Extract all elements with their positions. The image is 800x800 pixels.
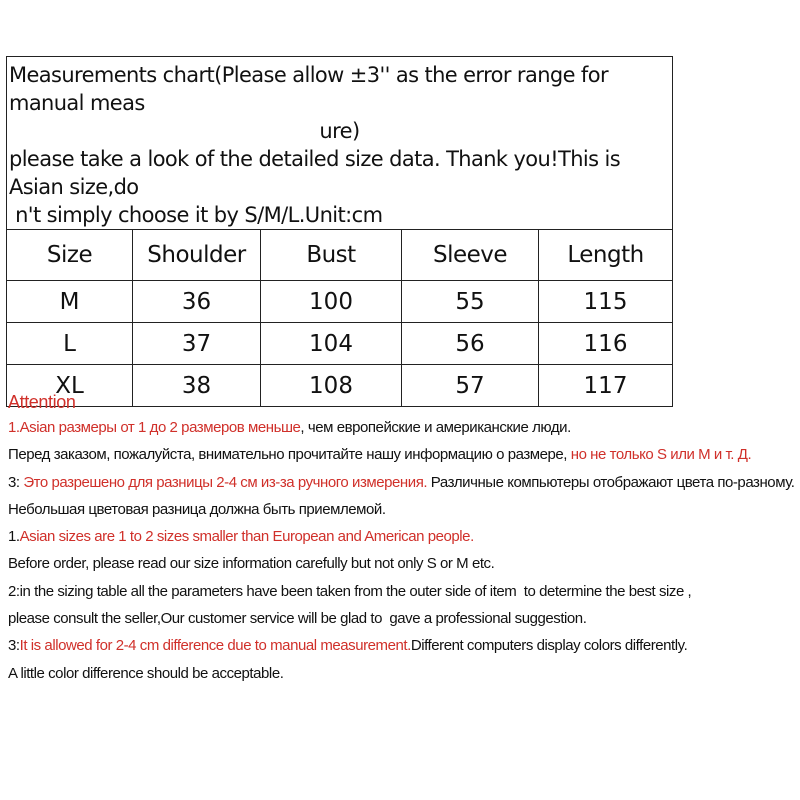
caption-line-3: please take a look of the detailed size data. Thank you!This is Asian size,do [9, 147, 621, 199]
length-cell: 115 [539, 281, 673, 323]
note-en-1-highlight: Asian sizes are 1 to 2 sizes smaller than European and American people. [19, 528, 474, 546]
shoulder-cell: 37 [133, 323, 261, 365]
sleeve-cell: 57 [402, 365, 539, 407]
note-en-4: please consult the seller,Our customer service will be glad to gave a professional suggestion. [8, 610, 587, 628]
length-cell: 116 [539, 323, 673, 365]
size-cell: L [7, 323, 133, 365]
bust-cell: 104 [261, 323, 402, 365]
caption-line-4: n't simply choose it by S/M/L.Unit:cm [9, 203, 383, 227]
attention-heading: Attention [8, 392, 76, 412]
column-header-size: Size [7, 230, 133, 281]
note-ru-2-highlight: но не только S или M и т. Д. [570, 446, 752, 464]
shoulder-cell: 36 [133, 281, 261, 323]
note-ru-1 [8, 414, 798, 441]
note-en-6: A little color difference should be acceptable. [8, 664, 284, 682]
note-ru-3-text: Различные компьютеры отображают цвета по-разному. [427, 473, 795, 491]
length-cell: 117 [539, 365, 673, 407]
table-header-row [7, 230, 673, 281]
note-ru-3-highlight: Это разрешено для разницы 2-4 см из-за ручного измерения. [23, 473, 428, 491]
sleeve-cell: 56 [402, 323, 539, 365]
column-header-length: Length [539, 230, 673, 281]
note-en-5-highlight: It is allowed for 2-4 cm difference due to manual measurement. [19, 637, 411, 655]
caption-line-2: ure) [319, 119, 360, 143]
note-en-1-prefix: 1. [8, 528, 20, 546]
note-ru-2 [8, 441, 798, 468]
note-ru-2-text: Перед заказом, пожалуйста, внимательно прочитайте нашу информацию о размере, [8, 446, 571, 464]
measurements-table [6, 56, 673, 407]
note-ru-3 [8, 469, 798, 496]
caption-line-1: Measurements chart(Please allow ±3'' as the error range for manual meas [9, 63, 608, 115]
note-ru-4: Небольшая цветовая разница должна быть приемлемой. [8, 500, 386, 518]
table-row [7, 323, 673, 365]
note-ru-1-text: , чем европейские и американские люди. [300, 419, 571, 436]
shoulder-cell: 38 [133, 365, 261, 407]
note-ru-1-highlight: 1.Asian размеры от 1 до 2 размеров меньше [8, 419, 301, 436]
bust-cell: 108 [261, 365, 402, 407]
size-cell: XL [7, 365, 133, 407]
note-en-3: 2:in the sizing table all the parameters have been taken from the outer side of item to determine the best size , [8, 582, 692, 600]
note-en-5 [8, 632, 798, 659]
note-en-5-prefix: 3: [8, 637, 20, 655]
column-header-shoulder: Shoulder [133, 230, 261, 281]
sleeve-cell: 55 [402, 281, 539, 323]
column-header-sleeve: Sleeve [402, 230, 539, 281]
note-ru-3-prefix: 3: [8, 473, 24, 491]
bust-cell: 100 [261, 281, 402, 323]
note-en-5-text: Different computers display colors differently. [410, 637, 688, 655]
note-en-1 [8, 523, 798, 550]
table-row [7, 281, 673, 323]
table-caption [7, 57, 673, 230]
size-notes [8, 390, 798, 687]
size-cell: M [7, 281, 133, 323]
note-en-2: Before order, please read our size information carefully but not only S or M etc. [8, 555, 495, 573]
column-header-bust: Bust [261, 230, 402, 281]
